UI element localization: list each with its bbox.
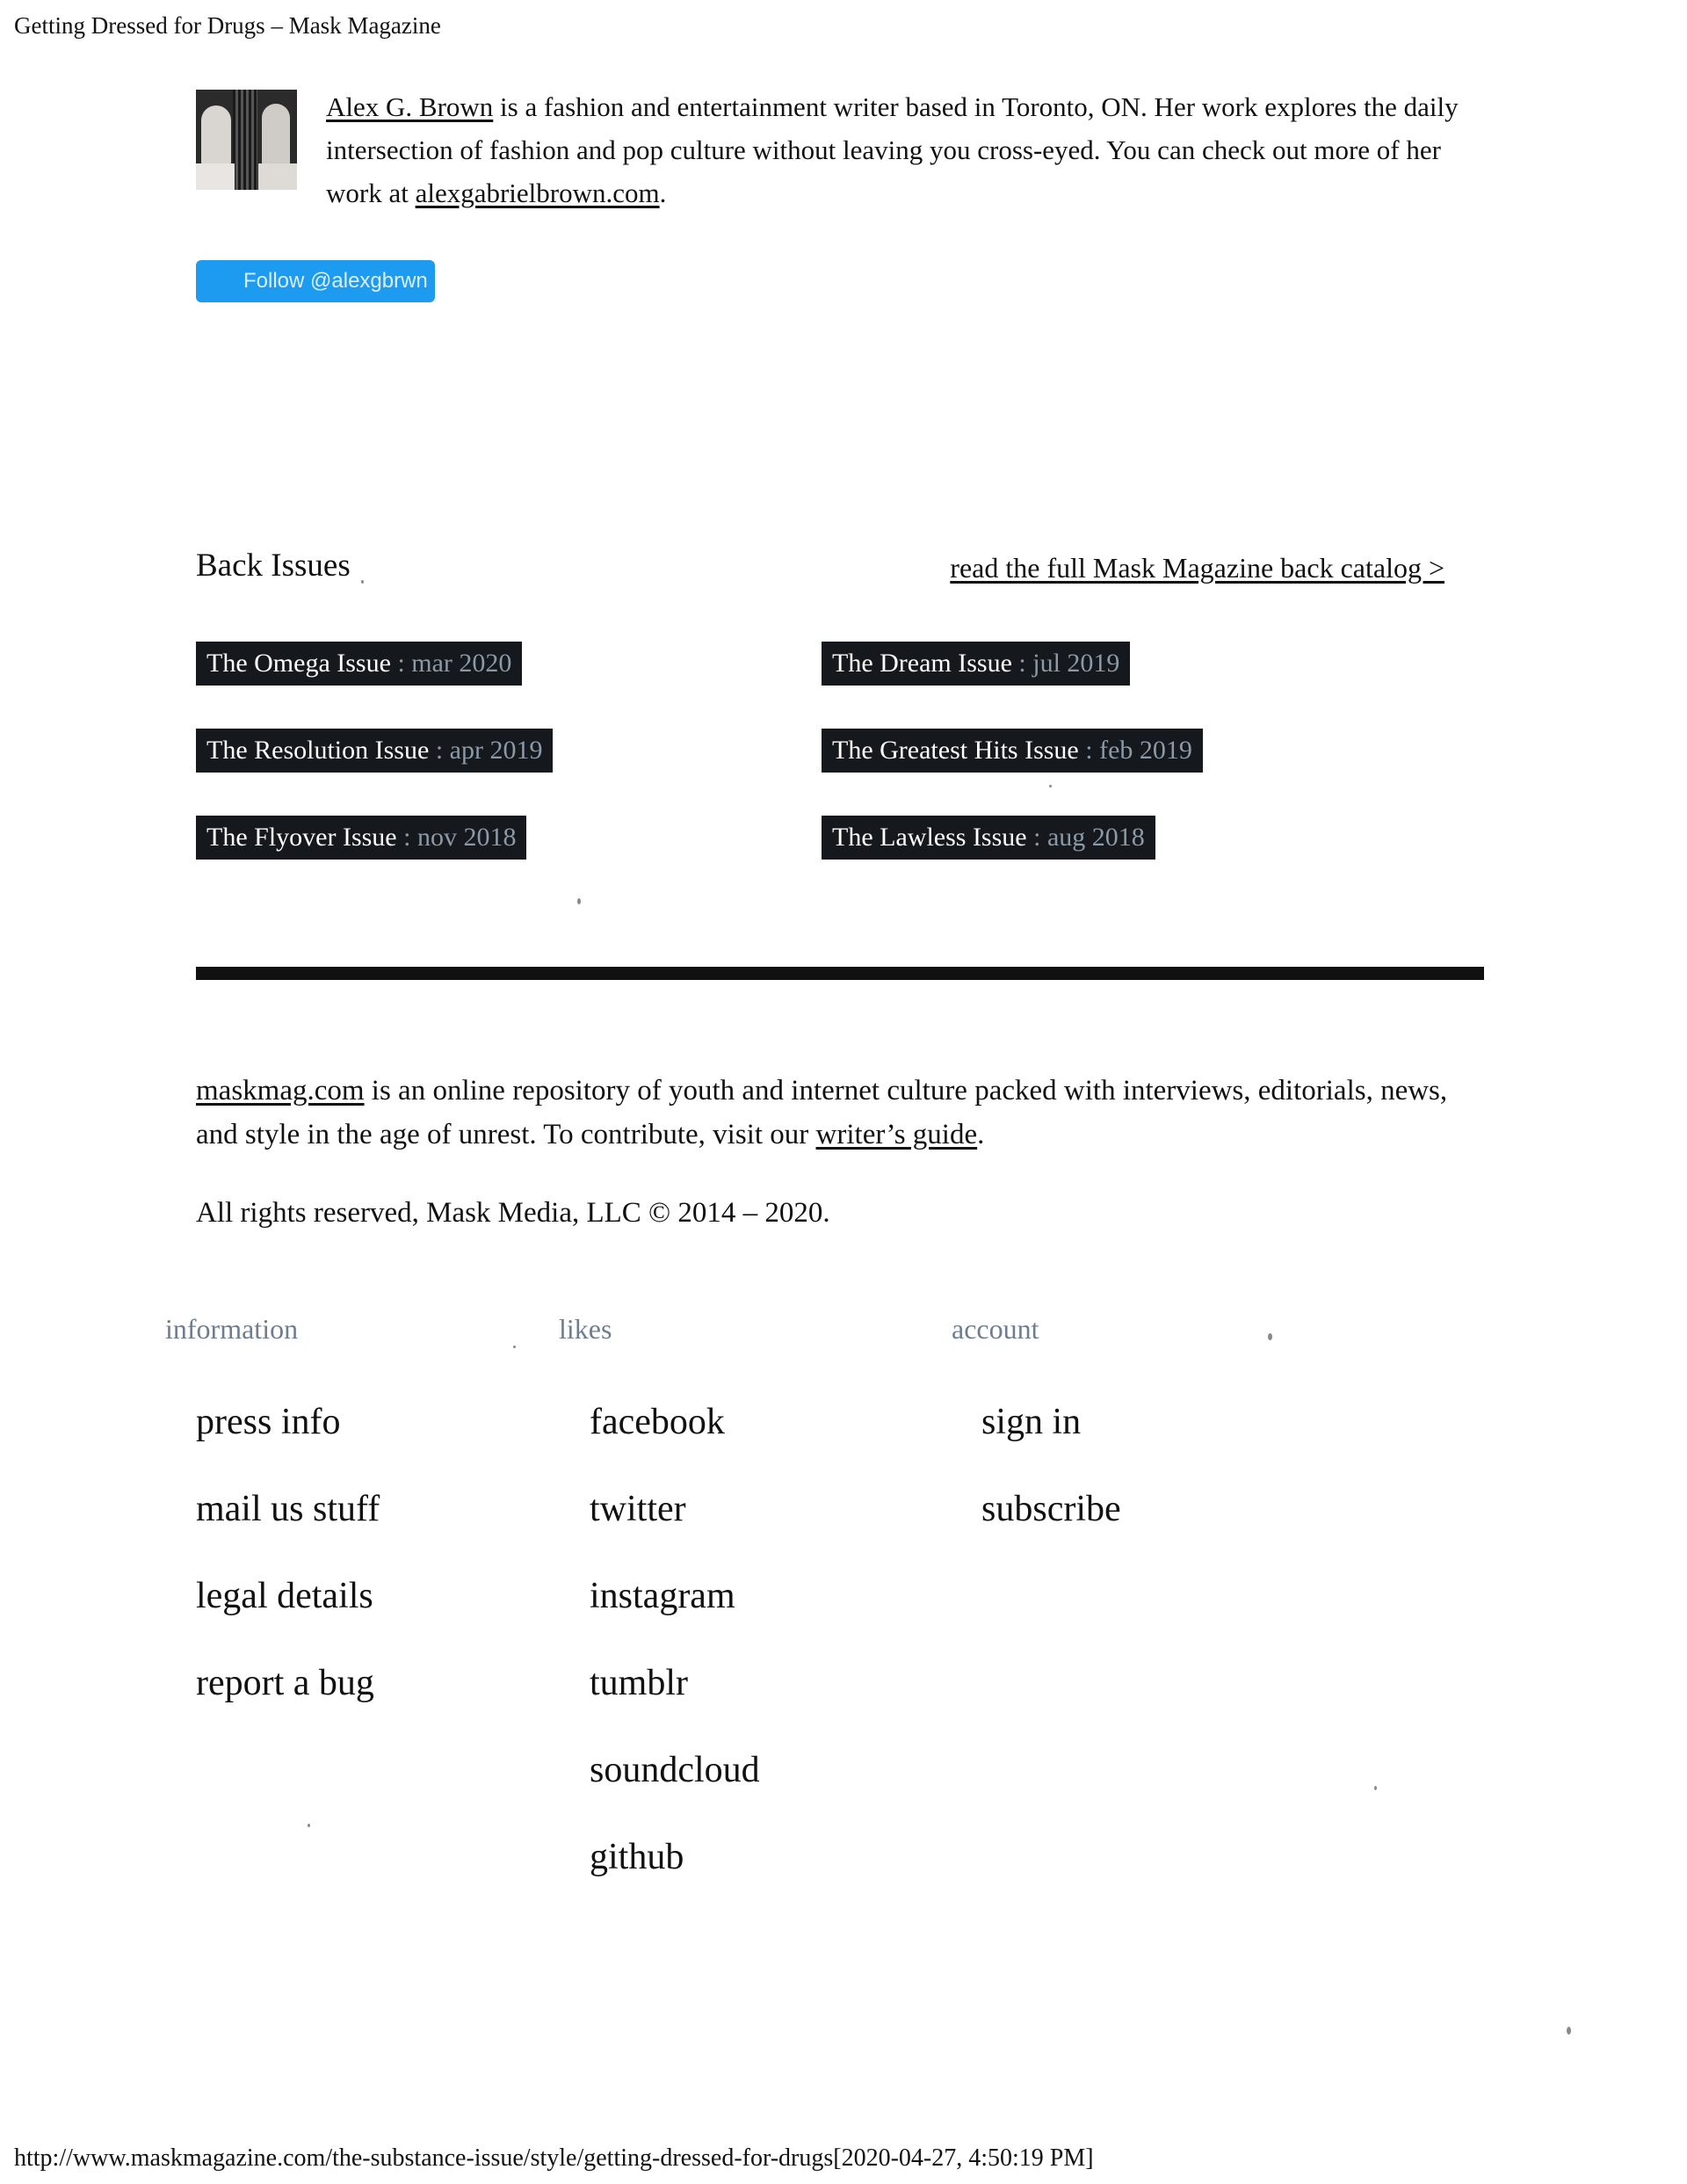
author-bio-end: . bbox=[659, 178, 667, 208]
about-text-end: . bbox=[977, 1119, 985, 1150]
issue-greatest-hits[interactable] bbox=[822, 729, 1203, 773]
writers-guide-link[interactable]: writer’s guide bbox=[815, 1119, 978, 1150]
footer-link-legal-details[interactable]: legal details bbox=[196, 1576, 373, 1616]
scan-speck bbox=[577, 898, 581, 904]
author-avatar bbox=[196, 90, 297, 190]
issue-date: : nov 2018 bbox=[396, 823, 517, 852]
back-catalog-link[interactable]: read the full Mask Magazine back catalog > bbox=[950, 552, 1444, 584]
issue-name: The Lawless Issue bbox=[832, 823, 1027, 852]
issue-date: : feb 2019 bbox=[1078, 736, 1192, 765]
issue-name: The Greatest Hits Issue bbox=[832, 736, 1079, 765]
scan-speck bbox=[1374, 1786, 1377, 1790]
author-bio bbox=[326, 85, 1468, 214]
footer-link-tumblr[interactable]: tumblr bbox=[590, 1663, 688, 1703]
author-bio-text: is a fashion and entertainment writer based in Toronto, ON. Her work explores the daily intersection of fashion and pop culture without leaving you cross-eyed. You can check out more of her work at bbox=[326, 91, 1459, 208]
footer-link-twitter[interactable]: twitter bbox=[590, 1489, 686, 1529]
about-text: is an online repository of youth and internet culture packed with interviews, editorials, news, and style in the age of unrest. To contribute, visit our bbox=[196, 1075, 1448, 1150]
issue-name: The Flyover Issue bbox=[206, 823, 397, 852]
issue-name: The Resolution Issue bbox=[206, 736, 430, 765]
footer-link-github[interactable]: github bbox=[590, 1837, 684, 1877]
footer-link-subscribe[interactable]: subscribe bbox=[981, 1489, 1121, 1529]
issue-date: : jul 2019 bbox=[1011, 649, 1120, 678]
footer-link-sign-in[interactable]: sign in bbox=[981, 1402, 1082, 1442]
footer-link-soundcloud[interactable]: soundcloud bbox=[590, 1750, 760, 1790]
scan-speck bbox=[361, 580, 364, 584]
site-about bbox=[196, 1069, 1488, 1157]
print-url-footer: http://www.maskmagazine.com/the-substance-issue/style/getting-dressed-for-drugs[2020-04-27, 4:50:19 PM] bbox=[14, 2144, 1094, 2172]
footer-link-press-info[interactable]: press info bbox=[196, 1402, 341, 1442]
issue-date: : mar 2020 bbox=[390, 649, 512, 678]
footer-heading-information: information bbox=[165, 1313, 299, 1345]
footer-link-facebook[interactable]: facebook bbox=[590, 1402, 725, 1442]
issue-flyover[interactable] bbox=[196, 816, 526, 860]
footer-heading-account: account bbox=[952, 1313, 1039, 1345]
issue-name: The Omega Issue bbox=[206, 649, 391, 678]
maskmag-link[interactable]: maskmag.com bbox=[196, 1075, 365, 1107]
scan-speck bbox=[1268, 1333, 1272, 1340]
follow-button-label: Follow @alexgbrwn bbox=[243, 269, 428, 293]
scan-speck bbox=[1567, 2027, 1571, 2035]
issue-omega[interactable] bbox=[196, 642, 522, 686]
scan-speck bbox=[1049, 785, 1052, 787]
issue-lawless[interactable] bbox=[822, 816, 1155, 860]
copyright-notice: All rights reserved, Mask Media, LLC © 2014 – 2020. bbox=[196, 1197, 830, 1229]
footer-heading-likes: likes bbox=[559, 1313, 612, 1345]
issue-date: : aug 2018 bbox=[1026, 823, 1145, 852]
scan-speck bbox=[308, 1824, 310, 1827]
footer-link-report-bug[interactable]: report a bug bbox=[196, 1663, 374, 1703]
issue-name: The Dream Issue bbox=[832, 649, 1012, 678]
print-page-title: Getting Dressed for Drugs – Mask Magazine bbox=[14, 12, 441, 39]
footer-link-instagram[interactable]: instagram bbox=[590, 1576, 735, 1616]
scan-speck bbox=[513, 1346, 516, 1348]
author-name-link[interactable]: Alex G. Brown bbox=[326, 91, 494, 122]
twitter-follow-button[interactable] bbox=[196, 260, 435, 302]
author-site-link[interactable]: alexgabrielbrown.com bbox=[415, 178, 660, 208]
issue-date: : apr 2019 bbox=[429, 736, 543, 765]
issue-resolution[interactable] bbox=[196, 729, 553, 773]
back-issues-heading: Back Issues bbox=[196, 548, 351, 584]
footer-link-mail-us-stuff[interactable]: mail us stuff bbox=[196, 1489, 380, 1529]
section-divider bbox=[196, 967, 1484, 980]
twitter-bird-icon bbox=[212, 272, 233, 290]
issue-dream[interactable] bbox=[822, 642, 1130, 686]
